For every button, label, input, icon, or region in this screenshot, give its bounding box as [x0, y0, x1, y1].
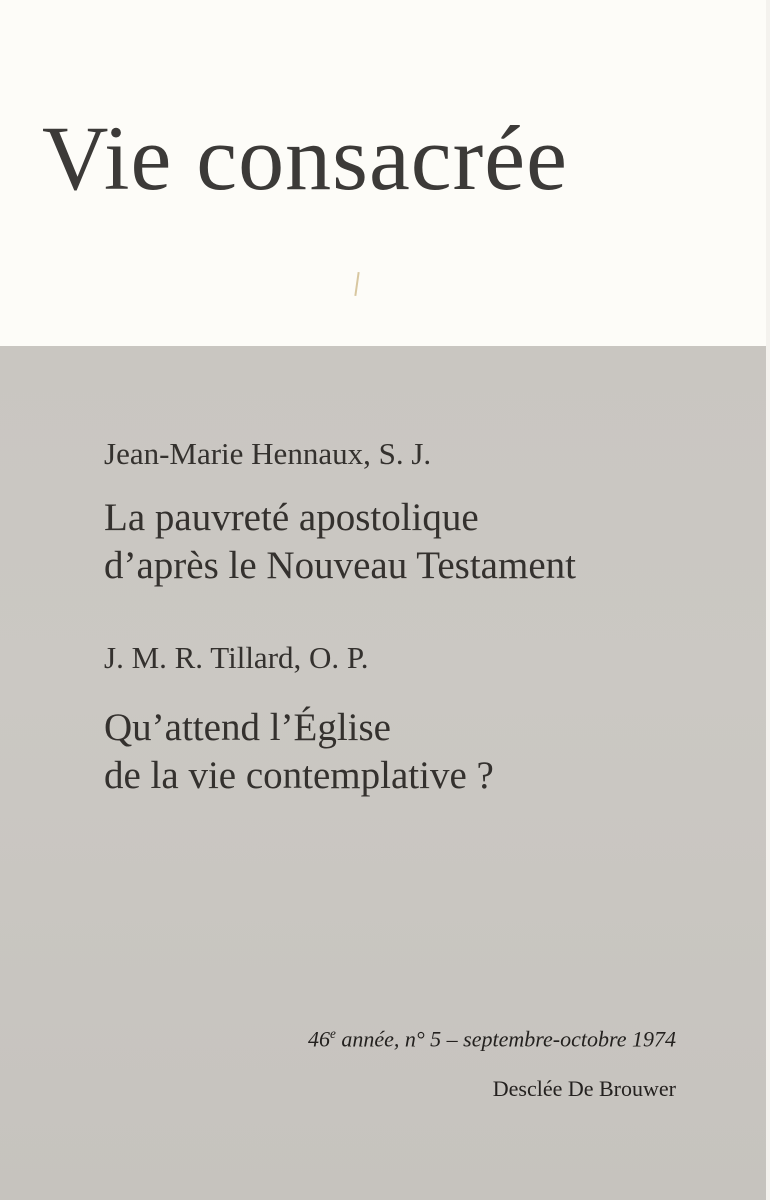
journal-title: Vie consacrée: [42, 107, 568, 209]
article-2-title-line-2: de la vie contemplative ?: [104, 753, 494, 797]
article-2-title-line-1: Qu’attend l’Église: [104, 706, 391, 749]
article-2-author: J. M. R. Tillard, O. P.: [104, 640, 369, 675]
article-1-title: [104, 494, 576, 590]
issue-year-number: 46: [308, 1026, 330, 1052]
article-2-title: [104, 704, 494, 800]
article-1-author: Jean-Marie Hennaux, S. J.: [104, 436, 432, 471]
publisher-name: Desclée De Brouwer: [492, 1076, 676, 1101]
issue-year-suffix: e: [330, 1026, 336, 1041]
issue-information: [308, 1026, 676, 1052]
article-1-title-line-1: La pauvreté apostolique: [104, 496, 479, 539]
article-1-title-line-2: d’après le Nouveau Testament: [104, 543, 576, 587]
issue-details: année, n° 5 – septembre-octobre 1974: [335, 1026, 676, 1052]
page-edge: [766, 0, 770, 1200]
